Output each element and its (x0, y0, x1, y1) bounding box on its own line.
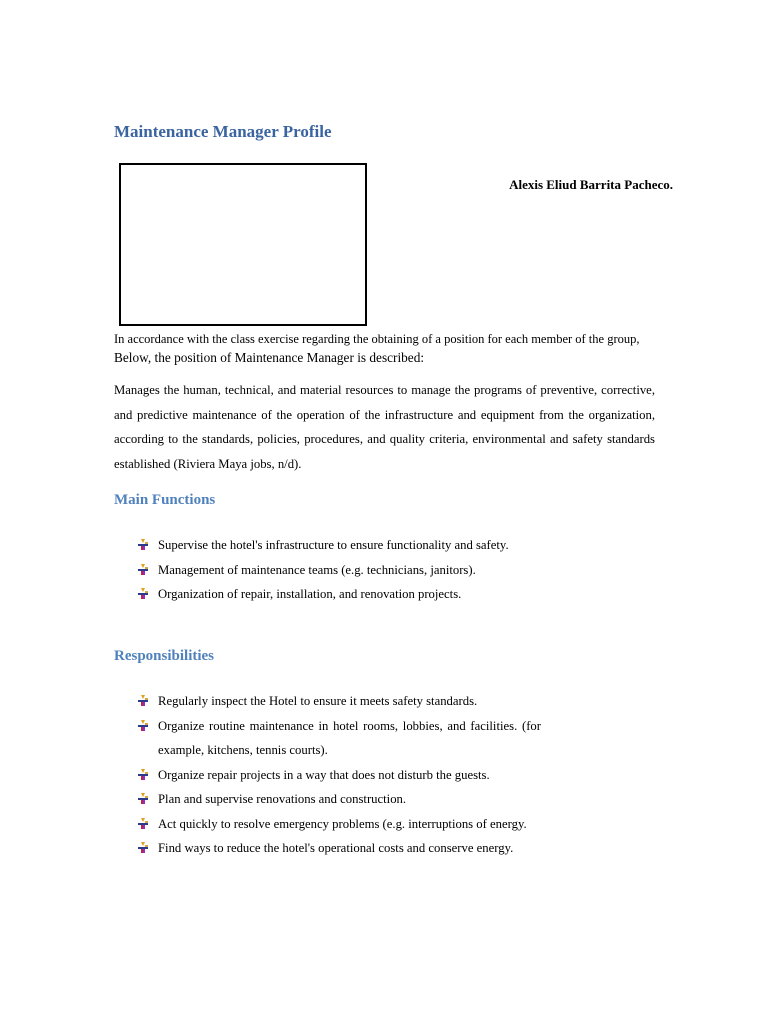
list-item (138, 787, 541, 812)
multicolor-arrow-bullet-icon (138, 818, 148, 829)
multicolor-arrow-bullet-icon (138, 793, 148, 804)
list-item (138, 836, 541, 861)
multicolor-arrow-bullet-icon (138, 695, 148, 706)
page-title: Maintenance Manager Profile (114, 122, 332, 141)
main-functions-list (138, 533, 541, 607)
multicolor-arrow-bullet-icon (138, 842, 148, 853)
list-item (138, 582, 541, 607)
list-item-text: Organization of repair, installation, and renovation projects. (158, 587, 462, 601)
list-item-text: Organize repair projects in a way that does not disturb the guests. (158, 767, 490, 782)
multicolor-arrow-bullet-icon (138, 539, 148, 550)
multicolor-arrow-bullet-icon (138, 720, 148, 731)
list-item (138, 812, 541, 837)
intro-line-2: Below, the position of Maintenance Manager is described: (114, 350, 425, 365)
photo-placeholder (119, 163, 367, 326)
list-item-text: Supervise the hotel's infrastructure to ensure functionality and safety. (158, 538, 509, 552)
multicolor-arrow-bullet-icon (138, 588, 148, 599)
list-item-text: Plan and supervise renovations and construction. (158, 792, 407, 806)
responsibilities-list (138, 689, 541, 861)
list-item (138, 558, 541, 583)
list-item (138, 689, 541, 714)
author-name: Alexis Eliud Barrita Pacheco. (509, 177, 673, 192)
list-item (138, 714, 541, 763)
list-item-text: Act quickly to resolve emergency problems (e.g. interruptions of energy. (158, 816, 527, 831)
list-item-text: Organize routine maintenance in hotel rooms, lobbies, and facilities. (for example, kitchens, tennis courts). (158, 718, 541, 757)
list-item-text: Management of maintenance teams (e.g. technicians, janitors). (158, 562, 476, 577)
list-item-text: Find ways to reduce the hotel's operational costs and conserve energy. (158, 841, 514, 855)
responsibilities-heading: Responsibilities (114, 648, 215, 664)
list-item (138, 533, 541, 558)
main-functions-heading: Main Functions (114, 492, 216, 508)
multicolor-arrow-bullet-icon (138, 769, 148, 780)
position-description: Manages the human, technical, and material resources to manage the programs of preventive, corrective, and predictive maintenance of the operation of the infrastructure and equipment from the organization, according to the standards, policies, procedures, and quality criteria, environmental and safety standards established (Riviera Maya jobs, n/d). (114, 383, 655, 471)
list-item (138, 763, 541, 788)
intro-line-1: In accordance with the class exercise regarding the obtaining of a position for each member of the group, (114, 332, 640, 346)
list-item-text: Regularly inspect the Hotel to ensure it meets safety standards. (158, 694, 478, 708)
multicolor-arrow-bullet-icon (138, 564, 148, 575)
